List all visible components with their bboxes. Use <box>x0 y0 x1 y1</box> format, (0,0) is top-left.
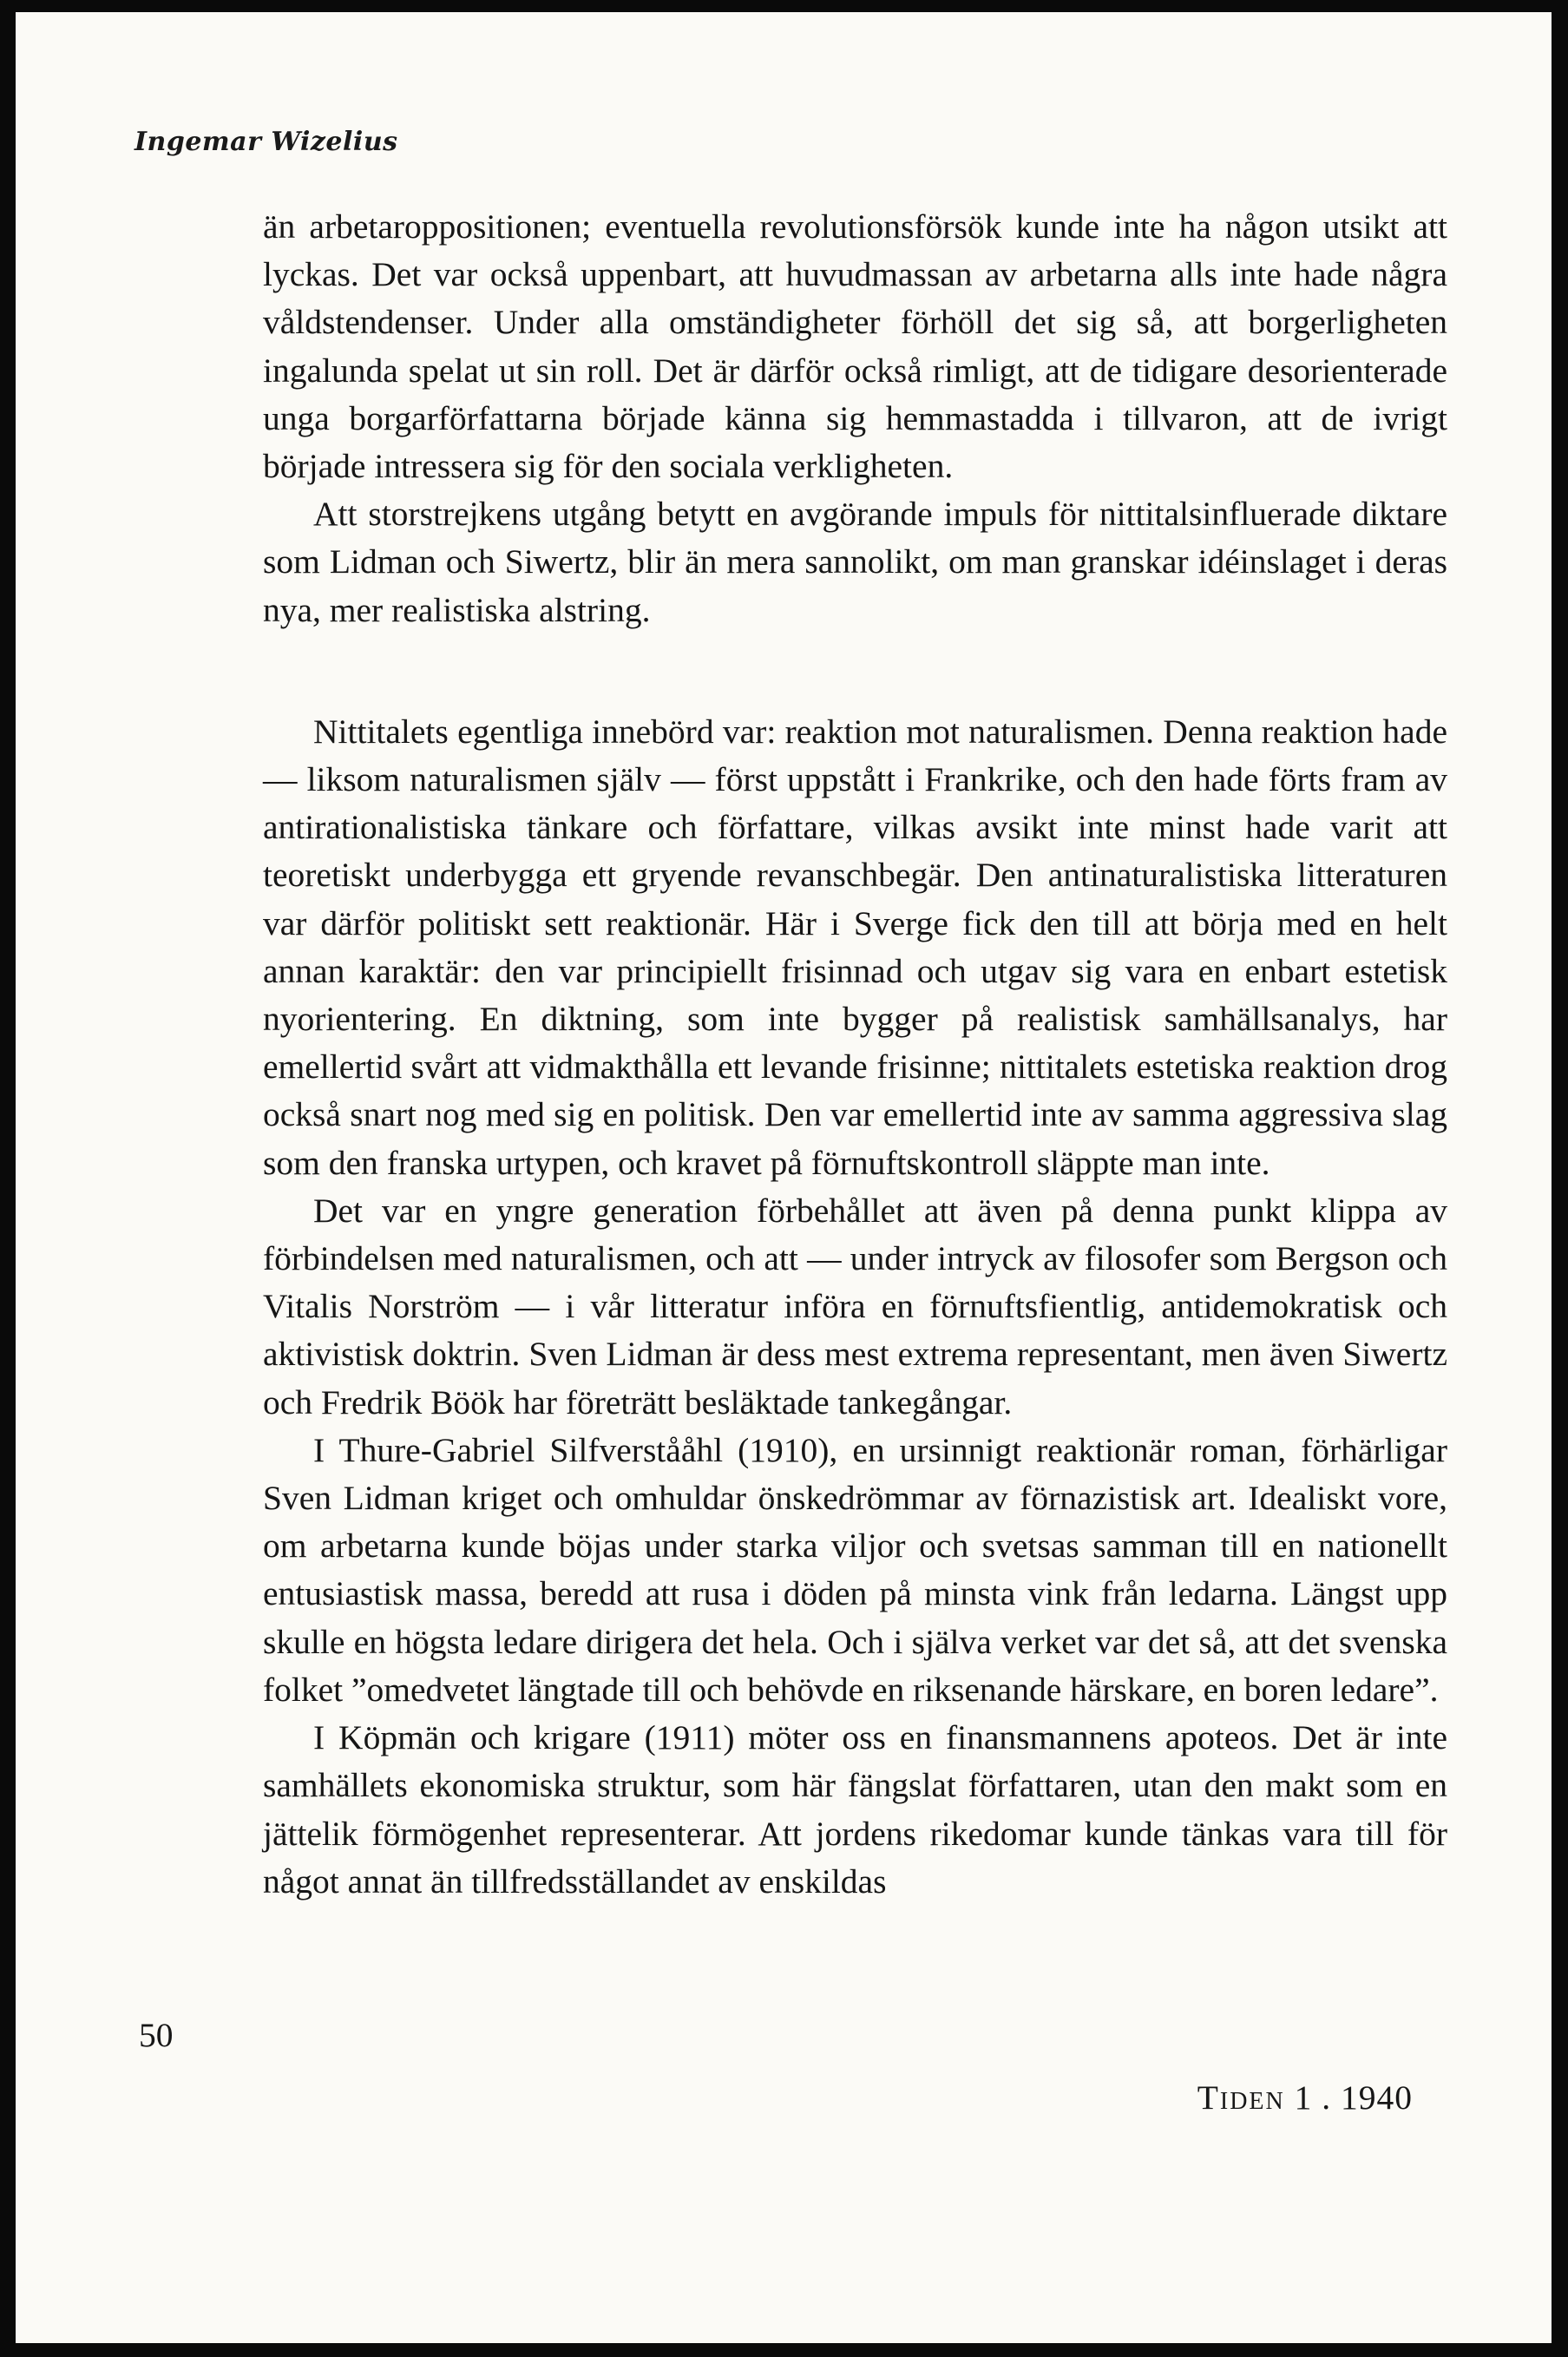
paragraph: Att storstrejkens utgång betytt en avgörande impuls för nittitalsinfluerade diktare som Lidman och Siwertz, blir än mera sannolikt, om man granskar idéinslaget i deras nya, mer realistiska alstring. <box>263 495 1447 629</box>
document-page <box>16 12 1552 2343</box>
journal-issue: 1 . 1940 <box>1294 2078 1413 2117</box>
page-number: 50 <box>139 2016 174 2054</box>
body-text <box>263 203 1447 1906</box>
paragraph: I Köpmän och krigare (1911) möter oss en finansmannens apoteos. Det är inte samhällets ekonomiska struktur, som här fängslat författaren, utan den makt som en jättelik förmögenhet representerar. Att jordens rikedomar kunde tänkas vara till för något annat än tillfredsställandet av enskildas <box>263 1718 1447 1901</box>
journal-footer <box>1197 2078 1413 2117</box>
paragraph: än arbetaroppositionen; eventuella revolutionsförsök kunde inte ha någon utsikt att lyckas. Det var också uppenbart, att huvudmassan av arbetarna alls inte hade några våldstendenser. Under alla omständigheter förhöll det sig så, att borgerligheten ingalunda spelat ut sin roll. Det är därför också rimligt, att de tidigare desorienterade unga borgarförfattarna började känna sig hemmastadda i tillvaron, att de ivrigt började intressera sig för den sociala verkligheten. <box>263 207 1447 486</box>
paragraph: Det var en yngre generation förbehållet att även på denna punkt klippa av förbindelsen med naturalismen, och att — under intryck av filosofer som Bergson och Vitalis Norström — i vår litteratur införa en förnuftsfientlig, antidemokratisk och aktivistisk doktrin. Sven Lidman är dess mest extrema representant, men även Siwertz och Fredrik Böök har företrätt besläktade tankegångar. <box>263 1191 1447 1421</box>
paragraph: Nittitalets egentliga innebörd var: reaktion mot naturalismen. Denna reaktion hade — liksom naturalismen själv — först uppstått i Frankrike, och den hade förts fram av antirationalistiska tänkare och författare, vilkas avsikt inte minst hade varit att teoretiskt underbygga ett gryende revanschbegär. Den antinaturalistiska litteraturen var därför politiskt sett reaktionär. Här i Sverge fick den till att börja med en helt annan karaktär: den var principiellt frisinnad och utgav sig vara en enbart estetisk nyorientering. En diktning, som inte bygger på realistisk samhällsanalys, har emellertid svårt att vidmakthålla ett levande frisinne; nittitalets estetiska reaktion drog också snart nog med sig en politisk. Den var emellertid inte av samma aggressiva slag som den franska urtypen, och kravet på förnuftskontroll släppte man inte. <box>263 712 1447 1182</box>
paragraph: I Thure-Gabriel Silfverstååhl (1910), en ursinnigt reaktionär roman, förhärligar Sven Lidman kriget och omhuldar önskedrömmar av förnazistisk art. Idealiskt vore, om arbetarna kunde böjas under starka viljor och svetsas samman till en nationellt entusiastisk massa, beredd att rusa i döden på minsta vink från ledarna. Längst upp skulle en högsta ledare dirigera det hela. Och i själva verket var det så, att det svenska folket ”omedvetet längtade till och behövde en riksenande härskare, en boren ledare”. <box>263 1430 1447 1709</box>
running-head-author: Ingemar Wizelius <box>134 127 398 157</box>
journal-name: Tiden <box>1197 2078 1285 2117</box>
